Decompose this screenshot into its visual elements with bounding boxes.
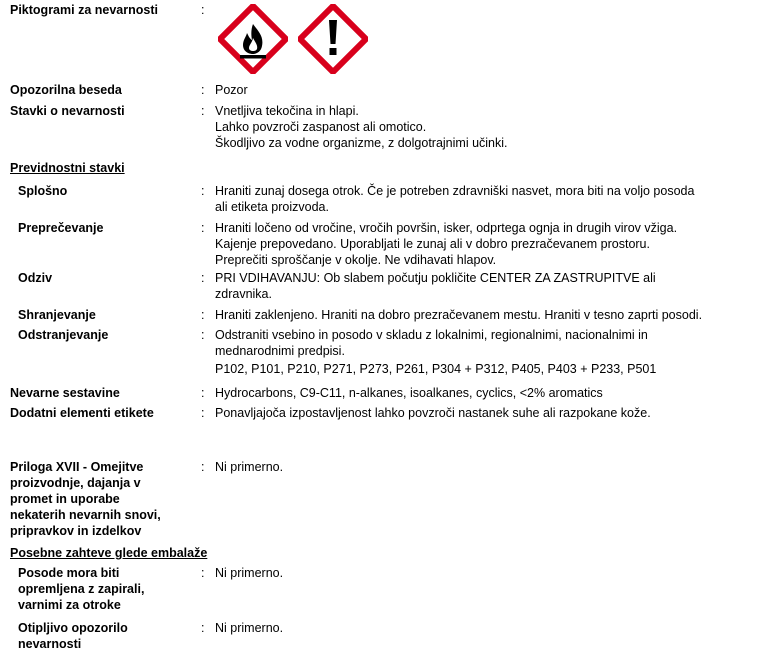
hazard-statements-value (215, 103, 760, 151)
p-codes: P102, P101, P210, P271, P273, P261, P304 + P312, P405, P403 + P233, P501 (215, 362, 657, 376)
precautionary-line: ali etiketa proizvoda. (215, 200, 329, 214)
response-value (215, 270, 760, 302)
hazard-statement: Škodljivo za vodne organizme, z dolgotrajnimi učinki. (215, 136, 508, 150)
prevention-label: Preprečevanje (18, 221, 104, 235)
colon: : (201, 83, 205, 97)
precautionary-line: Preprečiti sproščanje v okolje. Ne vdihavati hlapov. (215, 253, 497, 267)
annex-xvii-label (10, 459, 161, 539)
supplemental-label-label: Dodatni elementi etikete (10, 406, 154, 420)
annex-label-line: pripravkov in izdelkov (10, 524, 142, 538)
annex-label-line: proizvodnje, dajanja v (10, 476, 141, 490)
tactile-warning-value: Ni primerno. (215, 621, 284, 635)
exclamation-icon (298, 4, 368, 74)
packaging-label-line: varnimi za otroke (18, 598, 121, 612)
packaging-label-line: Otipljivo opozorilo (18, 621, 128, 635)
precautionary-line: Hraniti zaklenjeno. Hraniti na dobro prezračevanem mestu. Hraniti v tesno zaprti posodi. (215, 308, 703, 322)
colon: : (201, 406, 205, 420)
colon: : (201, 221, 205, 235)
annex-label-line: nekaterih nevarnih snovi, (10, 508, 161, 522)
pictograms-label: Piktogrami za nevarnosti (10, 3, 158, 17)
disposal-value (215, 327, 760, 377)
annex-label-line: Priloga XVII - Omejitve (10, 460, 144, 474)
precautionary-line: Odstraniti vsebino in posodo v skladu z lokalnimi, regionalnimi, nacionalnimi in (215, 328, 648, 342)
precautionary-line: PRI VDIHAVANJU: Ob slabem počutju pokličite CENTER ZA ZASTRUPITVE ali (215, 271, 656, 285)
packaging-label-line: Posode mora biti (18, 566, 120, 580)
packaging-label-line: nevarnosti (18, 637, 82, 651)
disposal-label: Odstranjevanje (18, 328, 109, 342)
colon: : (201, 3, 205, 17)
precautionary-line: Hraniti ločeno od vročine, vročih površin, isker, odprtega ognja in drugih virov vžiga. (215, 221, 678, 235)
colon: : (201, 308, 205, 322)
signal-word-label: Opozorilna beseda (10, 83, 122, 97)
child-resistant-value: Ni primerno. (215, 566, 284, 580)
colon: : (201, 328, 205, 342)
precautionary-heading: Previdnostni stavki (10, 161, 125, 175)
hazard-statement: Lahko povzroči zaspanost ali omotico. (215, 120, 427, 134)
colon: : (201, 184, 205, 198)
packaging-label-line: opremljena z zapirali, (18, 582, 145, 596)
tactile-warning-label (18, 620, 128, 652)
packaging-heading: Posebne zahteve glede embalaže (10, 546, 208, 560)
prevention-value (215, 220, 760, 268)
annex-xvii-value: Ni primerno. (215, 460, 284, 474)
supplemental-label-value: Ponavljajoča izpostavljenost lahko povzroči nastanek suhe ali razpokane kože. (215, 406, 651, 420)
colon: : (201, 566, 205, 580)
colon: : (201, 460, 205, 474)
colon: : (201, 271, 205, 285)
colon: : (201, 104, 205, 118)
storage-value (215, 307, 760, 323)
hazardous-ingredients-value: Hydrocarbons, C9-C11, n-alkanes, isoalkanes, cyclics, <2% aromatics (215, 386, 603, 400)
child-resistant-label (18, 565, 144, 613)
flame-icon (218, 4, 288, 74)
response-label: Odziv (18, 271, 53, 285)
colon: : (201, 621, 205, 635)
precautionary-line: Hraniti zunaj dosega otrok. Če je potreben zdravniški nasvet, mora biti na voljo posoda (215, 184, 695, 198)
annex-label-line: promet in uporabe (10, 492, 120, 506)
signal-word-value: Pozor (215, 83, 248, 97)
precautionary-line: zdravnika. (215, 287, 272, 301)
precautionary-line: Kajenje prepovedano. Uporabljati le zunaj ali v dobro prezračevanem prostoru. (215, 237, 650, 251)
hazard-statement: Vnetljiva tekočina in hlapi. (215, 104, 359, 118)
hazard-statements-label: Stavki o nevarnosti (10, 104, 125, 118)
general-label: Splošno (18, 184, 68, 198)
hazardous-ingredients-label: Nevarne sestavine (10, 386, 120, 400)
storage-label: Shranjevanje (18, 308, 96, 322)
precautionary-line: mednarodnimi predpisi. (215, 344, 345, 358)
general-value (215, 183, 760, 215)
colon: : (201, 386, 205, 400)
